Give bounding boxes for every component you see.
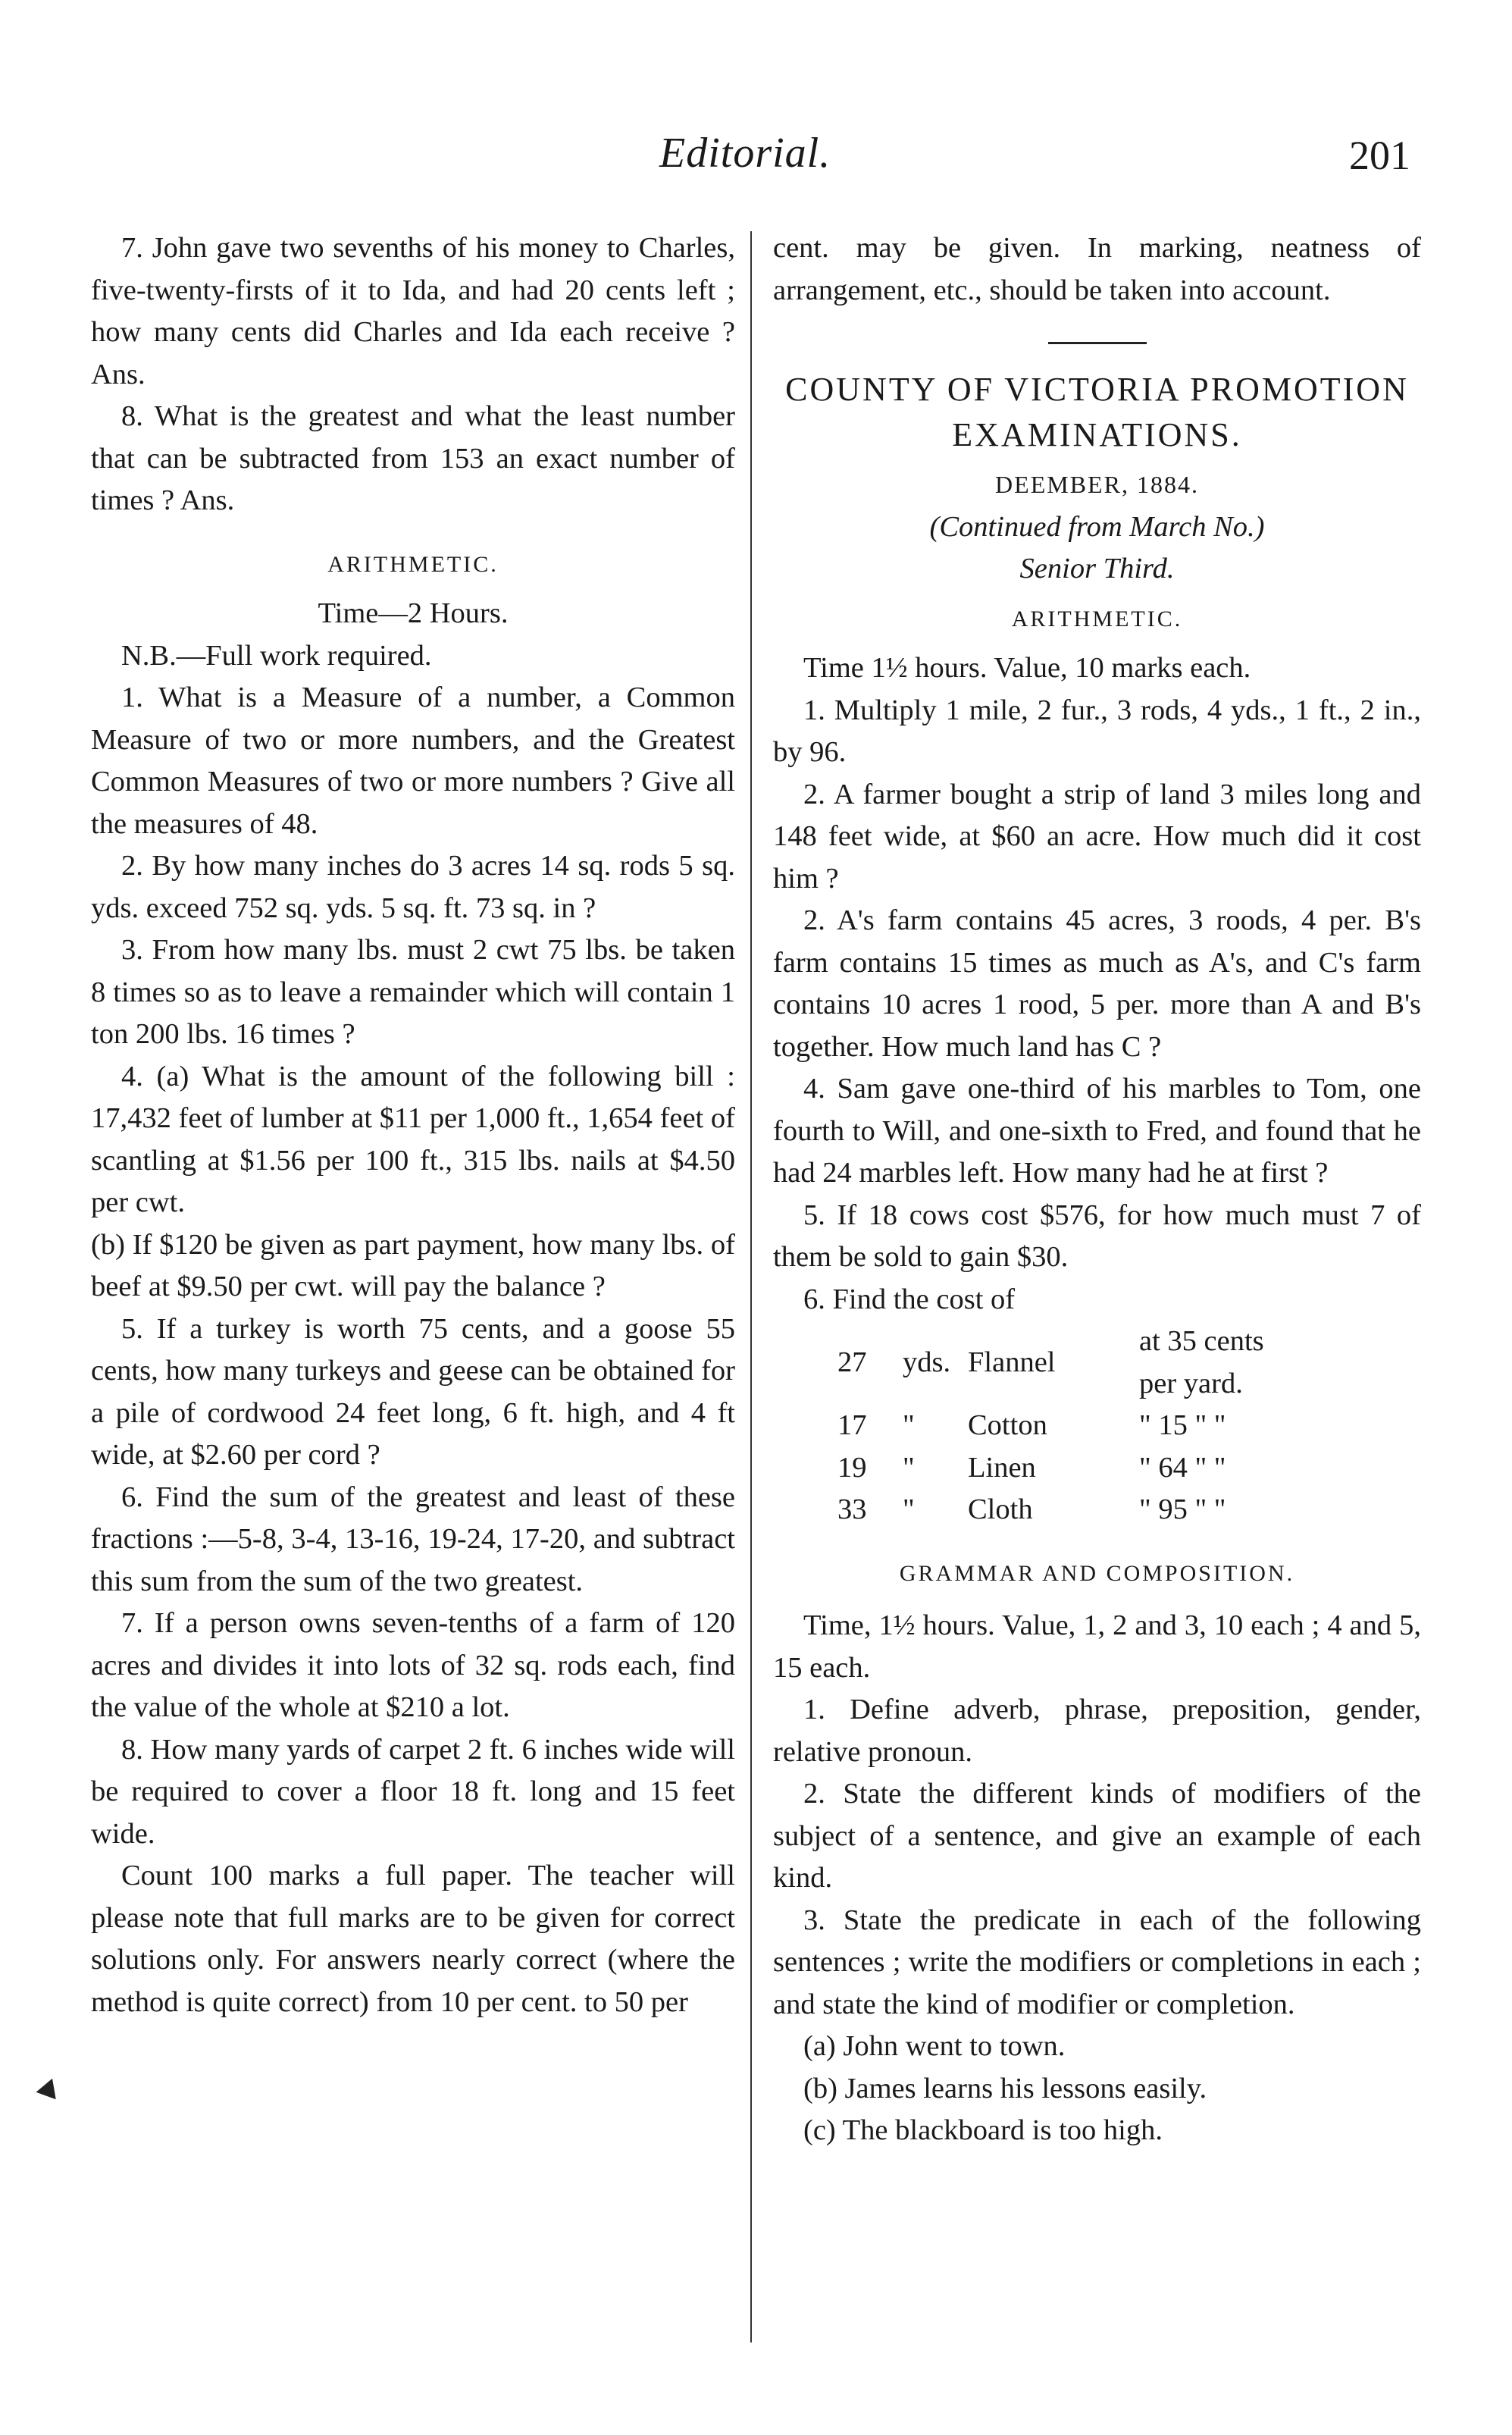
arith-question-1: 1. Multiply 1 mile, 2 fur., 3 rods, 4 yds., 1 ft., 2 in., by 96. [773,694,1421,768]
cost-row [837,1405,1303,1447]
question-2: 2. By how many inches do 3 acres 14 sq. rods 5 sq. yds. exceed 752 sq. yds. 5 sq. ft. 73 sq. in ? [91,850,735,924]
problem-7: 7. John gave two sevenths of his money to Charles, five-twenty-firsts of it to Ida, and had 20 cents left ; how many cents did Charles and Ida each receive ? Ans. [91,232,735,390]
question-4a: 4. (a) What is the amount of the following bill : 17,432 feet of lumber at $11 per 1,000 ft., 1,654 feet of scantling at $1.56 per 100 ft., 315 lbs. nails at $4.50 per cwt. [91,1060,735,1218]
time-allowed: Time—2 Hours. [318,597,509,629]
cost-price: " 64 " " [1139,1451,1226,1484]
marking-note-continued: cent. may be given. In marking, neatness of arrangement, etc., should be taken into account. [773,232,1421,306]
arith-question-5: 5. If 18 cows cost $576, for how much must 7 of them be sold to gain $30. [773,1199,1421,1273]
cost-qty: 33 [837,1493,867,1525]
question-6: 6. Find the sum of the greatest and least of these fractions :—5-8, 3-4, 13-16, 19-24, 17-20, and subtract this sum from the sum of the two greatest. [91,1481,735,1597]
left-column [91,227,735,2023]
running-title: Editorial. [659,130,831,177]
cost-unit: yds. [903,1346,951,1378]
question-8: 8. How many yards of carpet 2 ft. 6 inches wide will be required to cover a floor 18 ft. long and 15 feet wide. [91,1733,735,1850]
grammar-question-1: 1. Define adverb, phrase, preposition, gender, relative pronoun. [773,1694,1421,1768]
question-4b: (b) If $120 be given as part payment, how many lbs. of beef at $9.50 per cwt. will pay the balance ? [91,1228,735,1302]
grammar-sentence-c: (c) The blackboard is too high. [803,2114,1163,2146]
arith-question-6: 6. Find the cost of [803,1283,1016,1315]
running-head [0,129,1512,190]
page-number: 201 [1349,133,1410,178]
cost-price: at 35 cents per yard. [1139,1325,1264,1399]
grammar-question-2: 2. State the different kinds of modifiers of the subject of a sentence, and give an example of each kind. [773,1778,1421,1894]
cost-unit: " [903,1493,915,1525]
grammar-question-3: 3. State the predicate in each of the following sentences ; write the modifiers or completions in each ; and state the kind of modifier or completion. [773,1904,1421,2020]
cost-item: Cloth [968,1493,1033,1525]
arith-question-2: 2. A farmer bought a strip of land 3 miles long and 148 feet wide, at $60 an acre. How much did it cost him ? [773,778,1421,895]
section-heading-arithmetic-right: ARITHMETIC. [1011,606,1183,631]
exam-heading: COUNTY OF VICTORIA PROMOTION EXAMINATIONS. [785,371,1409,453]
time-value: Time 1½ hours. Value, 10 marks each. [803,652,1251,684]
section-rule [1048,342,1147,344]
margin-pointer-icon [36,2079,64,2106]
cost-unit: " [903,1451,915,1484]
cost-price: " 95 " " [1139,1493,1226,1525]
cost-qty: 17 [837,1409,867,1441]
question-7: 7. If a person owns seven-tenths of a farm of 120 acres and divides it into lots of 32 sq. rods each, find the value of the whole at $210 a lot. [91,1607,735,1723]
cost-price: " 15 " " [1139,1409,1226,1441]
section-heading-grammar: GRAMMAR AND COMPOSITION. [899,1560,1295,1586]
grammar-sentence-a: (a) John went to town. [803,2030,1066,2062]
nb-note: N.B.—Full work required. [121,639,432,672]
class-name: Senior Third. [1019,553,1175,584]
question-5: 5. If a turkey is worth 75 cents, and a goose 55 cents, how many turkeys and geese can be obtained for a pile of cordwood 24 feet long, 6 ft. high, and 4 ft wide, at $2.60 per cord ? [91,1312,735,1471]
arith-question-4: 4. Sam gave one-third of his marbles to Tom, one fourth to Will, and one-sixth to Fred, and found that he had 24 marbles left. How many had he at first ? [773,1073,1421,1189]
problem-8: 8. What is the greatest and what the least number that can be subtracted from 153 an exact number of times ? Ans. [91,400,735,516]
grammar-time-value: Time, 1½ hours. Value, 1, 2 and 3, 10 each ; 4 and 5, 15 each. [773,1609,1421,1684]
cost-qty: 27 [837,1346,867,1378]
exam-date: DEEMBER, 1884. [995,471,1199,498]
cost-qty: 19 [837,1451,867,1484]
column-divider [750,231,752,2343]
cost-row [837,1489,1303,1531]
question-1: 1. What is a Measure of a number, a Common Measure of two or more numbers, and the Greatest Common Measures of two or more numbers ? Give all the measures of 48. [91,682,735,840]
cost-row [837,1447,1303,1490]
cost-item: Flannel [968,1346,1056,1378]
cost-item: Cotton [968,1409,1047,1441]
cost-row [837,1321,1303,1405]
cost-item: Linen [968,1451,1036,1484]
question-3: 3. From how many lbs. must 2 cwt 75 lbs. be taken 8 times so as to leave a remainder which will contain 1 ton 200 lbs. 16 times ? [91,934,735,1050]
continued-note: (Continued from March No.) [929,510,1265,543]
cost-unit: " [903,1409,915,1441]
section-heading-arithmetic: ARITHMETIC. [327,551,499,577]
arith-question-3: 2. A's farm contains 45 acres, 3 roods, 4 per. B's farm contains 15 times as much as A's, and C's farm contains 10 acres 1 rood, 5 per. more than A and B's together. How much land has C ? [773,904,1421,1063]
marking-note: Count 100 marks a full paper. The teacher will please note that full marks are to be given for correct solutions only. For answers nearly correct (where the method is quite correct) from 10 per cent. to 50 per [91,1860,735,2018]
grammar-sentence-b: (b) James learns his lessons easily. [803,2072,1207,2104]
right-column [773,227,1421,2152]
cost-table [837,1321,1303,1531]
